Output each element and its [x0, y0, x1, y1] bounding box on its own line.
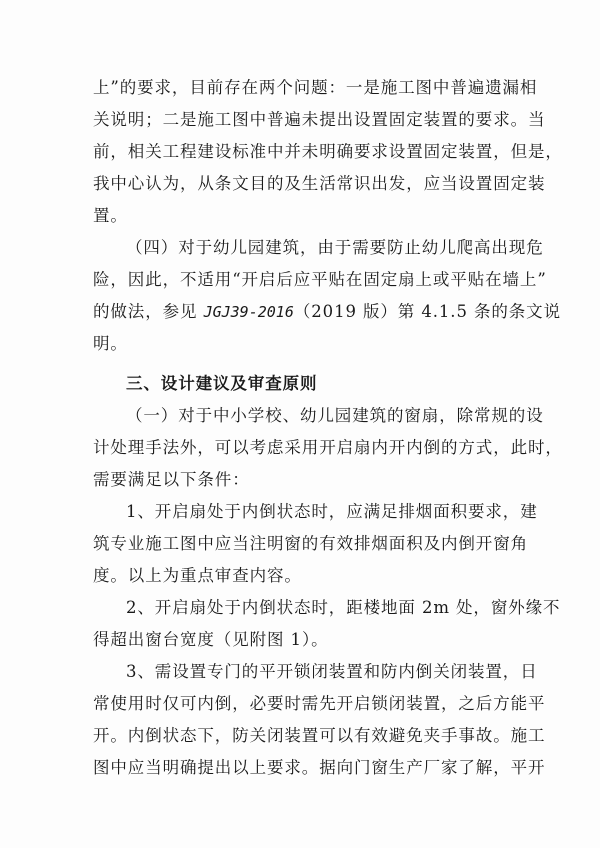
- paragraph-line: 需要满足以下条件：: [93, 470, 250, 489]
- paragraph-line: （一）对于中小学校、幼儿园建筑的窗扇，除常规的设: [126, 406, 544, 425]
- standard-code: JGJ39-2016: [203, 303, 294, 321]
- paragraph-line: 开。内倒状态下，防关闭装置可以有效避免夹手事故。施工: [93, 726, 546, 745]
- document-body: [93, 72, 563, 784]
- paragraph-line: 度。以上为重点审查内容。: [93, 566, 302, 585]
- paragraph-line: 筑专业施工图中应当注明窗的有效排烟面积及内倒开窗角: [93, 534, 528, 553]
- paragraph-line: 关说明；二是施工图中普遍未提出设置固定装置的要求。当: [93, 110, 546, 129]
- paragraph-line: [93, 296, 561, 328]
- paragraph-line: （四）对于幼儿园建筑，由于需要防止幼儿爬高出现危: [126, 238, 544, 257]
- paragraph-line: 计处理手法外，可以考虑采用开启扇内开内倒的方式，此时，: [93, 438, 563, 457]
- paragraph-text: （2019 版）第 4.1.5 条的条文说: [293, 302, 561, 321]
- paragraph-text: 的做法，参见: [93, 302, 198, 321]
- paragraph-line: 图中应当明确提出以上要求。据向门窗生产厂家了解，平开: [93, 758, 546, 777]
- paragraph-line: 1、开启扇处于内倒状态时，应满足排烟面积要求，建: [126, 502, 538, 521]
- paragraph-line: 得超出窗台宽度（见附图 1）。: [93, 630, 329, 649]
- paragraph-line: 险，因此，不适用“开启后应平贴在固定扇上或平贴在墙上”: [93, 270, 547, 289]
- paragraph-line: 前，相关工程建设标准中并未明确要求设置固定装置，但是，: [93, 142, 563, 161]
- paragraph-line: 上”的要求，目前存在两个问题：一是施工图中普遍遗漏相: [93, 78, 538, 97]
- paragraph-line: 置。: [93, 206, 128, 225]
- section-heading: 三、设计建议及审查原则: [126, 374, 318, 393]
- paragraph-line: 明。: [93, 334, 128, 353]
- paragraph-line: 3、需设置专门的平开锁闭装置和防内倒关闭装置，日: [126, 662, 538, 681]
- paragraph-line: 我中心认为，从条文目的及生活常识出发，应当设置固定装: [93, 174, 546, 193]
- paragraph-line: 常使用时仅可内倒，必要时需先开启锁闭装置，之后方能平: [93, 694, 546, 713]
- paragraph-line: 2、开启扇处于内倒状态时，距楼地面 2m 处，窗外缘不: [126, 598, 561, 617]
